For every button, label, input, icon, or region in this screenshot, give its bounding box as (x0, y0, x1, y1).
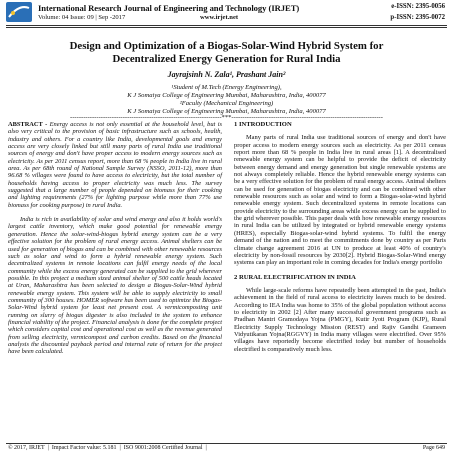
volume-issue: Volume: 04 Issue: 09 | Sep -2017 (38, 14, 126, 21)
footer-iso: ISO 9001:2008 Certified Journal (123, 445, 203, 451)
footer-sep-3: | (205, 445, 207, 451)
affiliation-2: K J Somaiya College of Engineering Mumbai, Maharashtra, India, 400077 (127, 92, 326, 99)
abstract-paragraph-1 (8, 121, 222, 209)
abstract-paragraph-2: India is rich in availability of solar and wind energy and also it holds world's largest cattle inventory, which make good potential for renewable energy generation. Hence the solar-wind-biogas hybrid energy system can be a very effective solution for the problem of rural energy access. Animal shelters can be used for generation of biogas and can be combined with other renewable resources such as solar and wind to form a hybrid renewable energy system. Such decentralized systems in remote locations can fulfil energy needs of the local community while the excess energy generated can be supplied to the grid wherever possible. In this project a medium sized animal shelter of 500 cattle heads located at Uran, Maharashtra has been selected to design a Biogas-Solar-Wind hybrid renewable energy system. This system will be able to supply electricity to small community of 300 houses. HOMER software has been used to optimize the Biogas-Solar-Wind hybrid system for least net present cost. A vermicomposting unit running on slurry of biogas digester is also included in the system to enhance financial viability of the project. Financial analysis is done for the complete project which considers capital cost and operational cost as well as the revenue generated from selling electricity, vermicompost and carbon credits. Based on the financial analysis the discounted payback period and internal rate of return for the project have been calculated. (8, 216, 222, 356)
irjet-logo-icon (6, 2, 32, 22)
affiliation-3: ²Faculty (Mechanical Engineering) (179, 100, 274, 107)
abstract-label: ABSTRACT - (8, 121, 48, 128)
paper-title-line-1: Design and Optimization of a Biogas-Solar-Wind Hybrid System for (69, 40, 384, 52)
paper-authors: Jayrajsinh N. Zala¹, Prashant Jain² (167, 70, 286, 79)
section-heading-introduction: 1 INTRODUCTION (234, 121, 292, 128)
journal-title: International Research Journal of Engineering and Technology (IRJET) (38, 3, 300, 13)
journal-header (0, 0, 453, 28)
paper-title (10, 40, 443, 66)
page-footer (8, 445, 207, 451)
paper-title-line-2: Decentralized Energy Generation for Rural India (112, 53, 341, 65)
page-number: Page 649 (422, 445, 445, 451)
abstract-column (8, 121, 222, 363)
header-divider-2 (6, 27, 447, 28)
abstract-text-1: Energy access is not only essential at the household level, but is also very critical to the provision of basic infrastructure such as schools, health, industry and others. For a country like India, developmental goals and energy access are very closely linked but still many parts of rural India use traditional sources of energy and don't have proper access to modern energy sources such as electricity. As per 2011 census report, more than 68 % people in India live in rural area. As per 68th round of National Sample Survey (NSSO, 2011-12), more than 96.68 % villages were found to have access to electricity, but the total number of households having access to proper electricity was much less. The survey suggested that a large number of people depended on biomass for their cooking and lighting requirements (27% for lighting purpose while more than 77% use biomass for cooking purpose) in rural India. (8, 121, 222, 209)
introduction-paragraph: Many parts of rural India use traditional sources of energy and don't have proper access to modern energy sources such as electricity. As per 2011 census report more than 68 % people in India live in rural areas [1]. A decentralised renewable energy system can be helpful to provide the deficit of electricity between energy demand and energy generation but single renewable systems are not always completely reliable. Hence the hybrid renewable energy systems can be a very effective solution for the problem of rural energy access. Animal shelters can be used for generation of biogas electricity and can be combined with other renewable resources such as solar and wind to form a Biogas-solar-wind hybrid renewable energy system. Such decentralized systems in remote locations can provide electricity to the surrounding areas while excess energy can be supplied to the grid wherever possible. This paper deals with how renewable energy resources in rural India can be utilized by integrated or hybrid renewable energy systems (HRES), especially Biogas-solar-wind hybrid systems. To fulfil the energy demand of the nation and to meet the commitments done by country as per Paris climate change agreement 2016 at UN to produce at least 40% of country's electricity by non-fossil resources by 2030[2]. Hybrid Biogas-Solar-Wind energy systems can play an important role in coming decades for India's energy portfolio (234, 134, 446, 267)
eissn-label: e-ISSN: 2395-0056 (391, 3, 445, 10)
dash-divider: ---------------------------------------------------------------------***--------------------------------------------------------------------- (70, 114, 383, 121)
header-divider (6, 25, 447, 26)
section-heading-rural-electrification: 2 RURAL ELECTRIFICATION IN INDIA (234, 273, 356, 281)
rural-electrification-paragraph: While large-scale reforms have repeatedly been attempted in the past, India's achievement in the field of rural access to electricity leaves much to be desired. According to IEA India was home to 35% of the global population without access to electricity in 2002 [2] After many successful government programs such as Pradhan Mantri Gramodaya Yojna (PMGY), Kutir Jyoti Program (KJP), Rural Electricity Supply Technology Mission (REST) and Rajiv Gandhi Grameen Vidyutikaran Yojna(RGGVY) in India many villages were electrified. Over 95% villages have reportedly become electrified today but number of households electrified is comparatively much less. (234, 286, 446, 353)
footer-sep-1: | (47, 445, 49, 451)
footer-sep-2: | (119, 445, 121, 451)
affiliation-1: ¹Student of M.Tech (Energy Engineering), (171, 84, 282, 91)
footer-divider (6, 443, 447, 444)
affiliation-4: K J Somaiya College of Engineering Mumbai, Maharashtra, India, 400077 (127, 108, 326, 115)
footer-impact-factor: Impact Factor value: 5.181 (51, 445, 117, 451)
pissn-label: p-ISSN: 2395-0072 (390, 14, 445, 21)
journal-website-link[interactable]: www.irjet.net (200, 14, 239, 21)
footer-copyright: © 2017, IRJET (8, 445, 45, 451)
body-column (234, 121, 446, 360)
